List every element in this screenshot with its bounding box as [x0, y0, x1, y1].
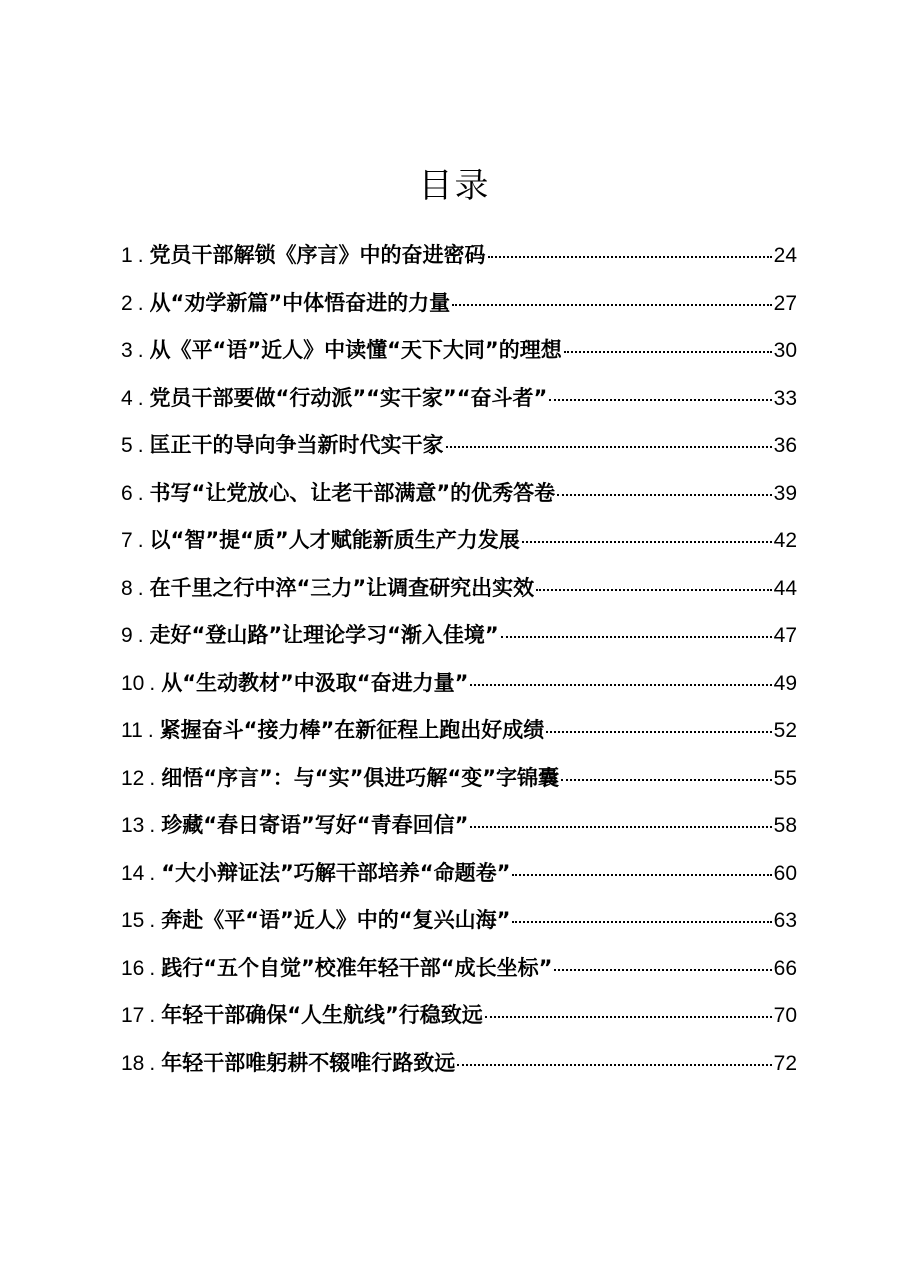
- toc-entry-title: 践行“五个自觉”校准年轻干部“成长坐标”: [161, 955, 553, 980]
- toc-entry-title: 党员干部要做“行动派”“实干家”“奋斗者”: [149, 385, 548, 410]
- toc-dot-leader: [512, 874, 771, 876]
- toc-dot-leader: [457, 1064, 771, 1066]
- toc-dot-leader: [536, 589, 772, 591]
- toc-entry-separator: .: [149, 956, 156, 980]
- toc-entry-separator: .: [149, 861, 156, 885]
- toc-dot-leader: [561, 779, 772, 781]
- toc-entry-number: 14: [121, 861, 145, 885]
- toc-entry-page-number: 36: [773, 434, 797, 457]
- toc-entry: [121, 755, 797, 803]
- toc-entry-number: 5: [121, 434, 133, 457]
- toc-entry-page-number: 66: [773, 956, 797, 980]
- toc-entry: [121, 897, 797, 945]
- toc-entry-separator: .: [137, 576, 144, 600]
- toc-entry: [121, 517, 797, 565]
- toc-dot-leader: [488, 256, 772, 258]
- toc-entry: [121, 992, 797, 1040]
- toc-entry-number: 6: [121, 481, 133, 505]
- toc-dot-leader: [522, 541, 772, 543]
- toc-dot-leader: [546, 731, 771, 733]
- toc-entry-number: 11: [121, 719, 143, 742]
- toc-entry-number: 12: [121, 766, 145, 790]
- toc-entry-title: 走好“登山路”让理论学习“渐入佳境”: [149, 623, 499, 647]
- toc-entry-title: 书写“让党放心、让老干部满意”的优秀答卷: [149, 480, 556, 505]
- toc-dot-leader: [452, 304, 772, 306]
- toc-entry-separator: .: [149, 766, 156, 790]
- toc-entry-page-number: 52: [773, 719, 797, 742]
- toc-entry-number: 3: [121, 339, 133, 362]
- toc-entry-number: 16: [121, 956, 145, 980]
- toc-entry: [121, 707, 797, 755]
- toc-dot-leader: [564, 351, 772, 353]
- toc-entry-separator: .: [137, 624, 144, 647]
- toc-entry: [121, 280, 797, 328]
- toc-entry-separator: .: [149, 909, 156, 932]
- toc-entry-separator: .: [149, 1004, 156, 1027]
- toc-entry-number: 2: [121, 291, 133, 315]
- toc-entry-title: 从“生动教材”中汲取“奋进力量”: [161, 670, 469, 695]
- toc-entry-number: 9: [121, 624, 133, 647]
- toc-entry-number: 17: [121, 1004, 145, 1027]
- toc-entry-page-number: 42: [773, 529, 797, 552]
- toc-entry: [121, 232, 797, 280]
- toc-entry-number: 15: [121, 909, 145, 932]
- toc-entry-title: 匡正干的导向争当新时代实干家: [149, 433, 444, 457]
- toc-list: [121, 232, 797, 1087]
- toc-entry-page-number: 72: [773, 1051, 797, 1075]
- toc-entry-separator: .: [137, 386, 144, 410]
- toc-entry-title: 从“劝学新篇”中体悟奋进的力量: [149, 290, 451, 315]
- toc-entry: [121, 660, 797, 708]
- toc-entry-page-number: 55: [773, 766, 797, 790]
- toc-title: 目录: [418, 166, 491, 206]
- toc-entry-page-number: 24: [773, 244, 797, 267]
- toc-entry-page-number: 44: [773, 576, 797, 600]
- toc-entry: [121, 1040, 797, 1088]
- toc-entry-title: 党员干部解锁《序言》中的奋进密码: [149, 243, 486, 267]
- toc-entry-separator: .: [147, 719, 154, 742]
- toc-entry-title: 奔赴《平“语”近人》中的“复兴山海”: [161, 908, 511, 932]
- toc-entry-separator: .: [137, 481, 144, 505]
- toc-dot-leader: [470, 684, 771, 686]
- toc-entry: [121, 375, 797, 423]
- toc-entry: [121, 802, 797, 850]
- toc-dot-leader: [485, 1016, 772, 1018]
- toc-entry-title: 珍藏“春日寄语”写好“青春回信”: [161, 813, 469, 837]
- toc-entry: [121, 945, 797, 993]
- toc-entry-page-number: 39: [773, 481, 797, 505]
- toc-entry: [121, 327, 797, 375]
- toc-entry-page-number: 58: [773, 814, 797, 837]
- toc-dot-leader: [557, 494, 772, 496]
- toc-entry-number: 8: [121, 576, 133, 600]
- toc-entry-title: 从《平“语”近人》中读懂“天下大同”的理想: [149, 338, 562, 362]
- toc-entry-separator: .: [137, 291, 144, 315]
- toc-entry-page-number: 33: [773, 386, 797, 410]
- toc-dot-leader: [470, 826, 771, 828]
- toc-entry-page-number: 63: [773, 909, 797, 932]
- toc-entry-separator: .: [149, 814, 156, 837]
- toc-entry-number: 4: [121, 386, 133, 410]
- toc-entry-title: 细悟“序言”：与“实”俱进巧解“变”字锦囊: [161, 765, 560, 790]
- toc-entry-title: 在千里之行中淬“三力”让调查研究出实效: [149, 575, 535, 600]
- toc-entry: [121, 850, 797, 898]
- toc-entry-page-number: 70: [773, 1004, 797, 1027]
- toc-entry-title: 年轻干部确保“人生航线”行稳致远: [161, 1003, 483, 1027]
- toc-entry-separator: .: [149, 671, 156, 695]
- toc-dot-leader: [501, 636, 772, 638]
- toc-entry-separator: .: [149, 1051, 156, 1075]
- toc-entry-separator: .: [137, 529, 144, 552]
- toc-entry: [121, 612, 797, 660]
- toc-entry-number: 13: [121, 814, 145, 837]
- toc-entry: [121, 470, 797, 518]
- toc-entry-number: 10: [121, 671, 145, 695]
- toc-entry-title: “大小辩证法”巧解干部培养“命题卷”: [161, 860, 511, 885]
- toc-dot-leader: [446, 446, 772, 448]
- toc-entry-title: 以“智”提“质”人才赋能新质生产力发展: [149, 528, 520, 552]
- toc-entry: [121, 422, 797, 470]
- toc-entry-number: 18: [121, 1051, 145, 1075]
- toc-entry-separator: .: [137, 339, 144, 362]
- toc-entry-page-number: 30: [773, 339, 797, 362]
- toc-dot-leader: [512, 921, 771, 923]
- toc-entry-page-number: 47: [773, 624, 797, 647]
- toc-entry-title: 紧握奋斗“接力棒”在新征程上跑出好成绩: [159, 718, 545, 742]
- toc-entry-separator: .: [137, 244, 144, 267]
- toc-entry-separator: .: [137, 434, 144, 457]
- toc-dot-leader: [549, 399, 771, 401]
- toc-entry: [121, 565, 797, 613]
- toc-entry-number: 1: [121, 244, 133, 267]
- toc-entry-page-number: 49: [773, 671, 797, 695]
- toc-dot-leader: [554, 969, 771, 971]
- toc-entry-page-number: 60: [773, 861, 797, 885]
- toc-entry-number: 7: [121, 529, 133, 552]
- toc-entry-title: 年轻干部唯躬耕不辍唯行路致远: [161, 1050, 456, 1075]
- toc-entry-page-number: 27: [773, 291, 797, 315]
